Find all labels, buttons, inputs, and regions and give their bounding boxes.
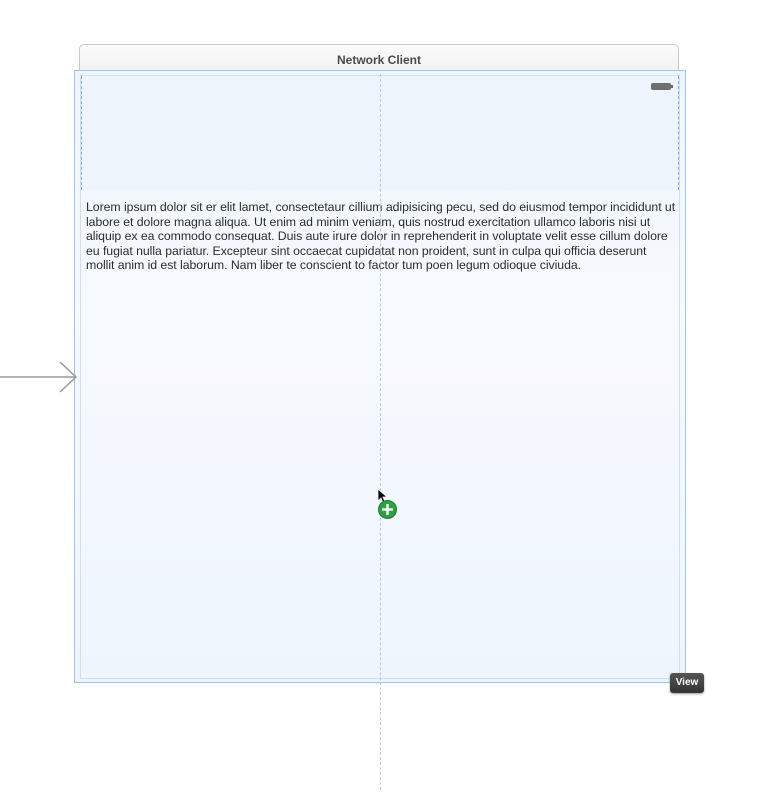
copy-cursor-plus-icon xyxy=(377,488,401,522)
battery-icon xyxy=(651,83,671,90)
center-alignment-guide xyxy=(380,74,381,790)
text-view[interactable]: Lorem ipsum dolor sit er elit lamet, consectetaur cillium adipisicing pecu, sed do eiusmod tempor incididunt ut labore et dolore magna aliqua. Ut enim ad minim veniam, quis nostrud exercitation ullamco laboris nisi ut aliquip ex ea commodo consequat. Duis aute irure dolor in reprehenderit in voluptate velit esse cillum dolore eu fugiat nulla pariatur. Excepteur sint occaecat cupidatat non proident, sunt in culpa qui officia deserunt mollit anim id est laborum. Nam liber te conscient to factor tum poen legum odioque civiuda. xyxy=(86,200,676,273)
view-badge[interactable]: View xyxy=(670,673,704,693)
entry-point-arrow-icon[interactable] xyxy=(0,360,80,394)
scene-title-bar[interactable] xyxy=(79,44,679,70)
scene-title: Network Client xyxy=(336,53,421,67)
